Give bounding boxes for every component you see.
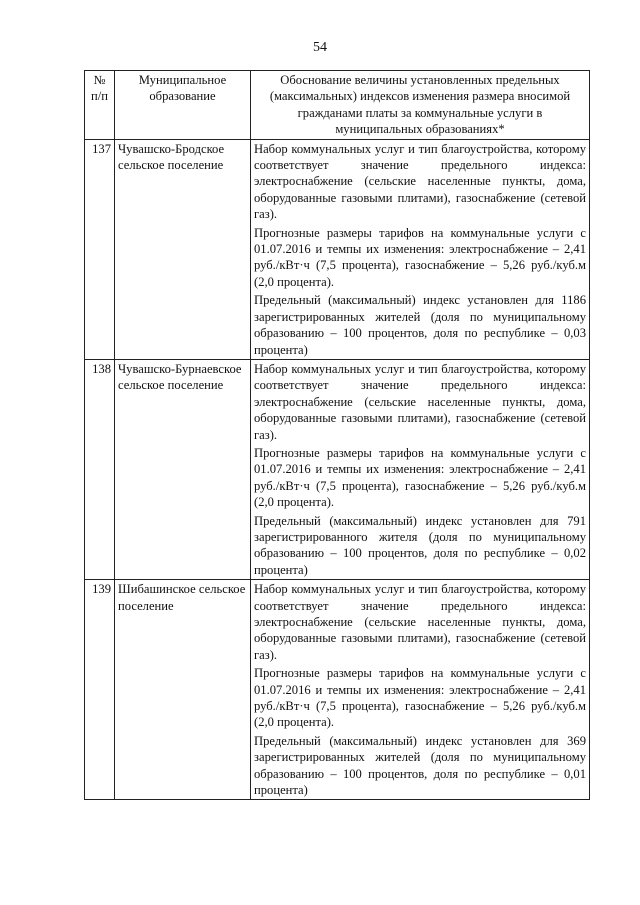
header-justification-column: Обоснование величины установленных предельных (максимальных) индексов изменения размера вносимой гражданами платы за коммунальные услуги в муниципальных образованиях* — [251, 71, 590, 140]
header-row — [85, 71, 590, 140]
service-set-paragraph: Набор коммунальных услуг и тип благоустройства, которому соответствует значение предельного индекса: электроснабжение (сельские населенные пункты, дома, оборудованные газовыми плитами), газоснабжение (сетевой газ). — [254, 361, 586, 442]
header-number-column — [85, 71, 115, 140]
tariff-forecast-paragraph: Прогнозные размеры тарифов на коммунальные услуги с 01.07.2016 и темпы их изменения: электроснабжение – 2,41 руб./кВт·ч (7,5 процента), газоснабжение – 5,26 руб./куб.м (2,0 процента). — [254, 666, 586, 730]
index-population-paragraph: Предельный (максимальный) индекс установлен для 1186 зарегистрированных жителей (доля по муниципальному образованию – 100 процентов, доля по республике – 0,03 процента) — [254, 293, 586, 357]
table-header — [85, 71, 590, 140]
index-population-paragraph: Предельный (максимальный) индекс установлен для 791 зарегистрированного жителя (доля по муниципальному образованию – 100 процентов, доля по республике – 0,02 процента) — [254, 513, 586, 577]
row-number: 139 — [85, 580, 115, 800]
municipality-name: Чувашско-Бродское сельское поселение — [115, 139, 251, 359]
table-row — [85, 580, 590, 800]
header-number-symbol: № — [93, 73, 106, 87]
row-number: 137 — [85, 139, 115, 359]
municipality-name: Чувашско-Бурнаевское сельское поселение — [115, 359, 251, 579]
header-municipality-column: Муниципальное образование — [115, 71, 251, 140]
service-set-paragraph: Набор коммунальных услуг и тип благоустройства, которому соответствует значение предельного индекса: электроснабжение (сельские населенные пункты, дома, оборудованные газовыми плитами), газоснабжение (сетевой газ). — [254, 141, 586, 222]
table-row — [85, 359, 590, 579]
header-number-abbr: п/п — [91, 89, 108, 104]
index-population-paragraph: Предельный (максимальный) индекс установлен для 369 зарегистрированных жителей (доля по муниципальному образованию – 100 процентов, доля по республике – 0,01 процента) — [254, 733, 586, 798]
justification-cell — [251, 359, 590, 579]
row-number: 138 — [85, 359, 115, 579]
justification-cell — [251, 139, 590, 359]
table-body — [85, 139, 590, 800]
justification-cell — [251, 580, 590, 800]
page-number: 54 — [313, 40, 327, 55]
table-row — [85, 139, 590, 359]
municipality-name: Шибашинское сельское поселение — [115, 580, 251, 800]
service-set-paragraph: Набор коммунальных услуг и тип благоустройства, которому соответствует значение предельного индекса: электроснабжение (сельские населенные пункты, дома, оборудованные газовыми плитами), газоснабжение (сетевой газ). — [254, 582, 586, 662]
tariff-index-table — [84, 70, 590, 800]
tariff-forecast-paragraph: Прогнозные размеры тарифов на коммунальные услуги с 01.07.2016 и темпы их изменения: электроснабжение – 2,41 руб./кВт·ч (7,5 процента), газоснабжение – 5,26 руб./куб.м (2,0 процента). — [254, 225, 586, 289]
tariff-forecast-paragraph: Прогнозные размеры тарифов на коммунальные услуги с 01.07.2016 и темпы их изменения: электроснабжение – 2,41 руб./кВт·ч (7,5 процента), газоснабжение – 5,26 руб./куб.м (2,0 процента). — [254, 445, 586, 510]
